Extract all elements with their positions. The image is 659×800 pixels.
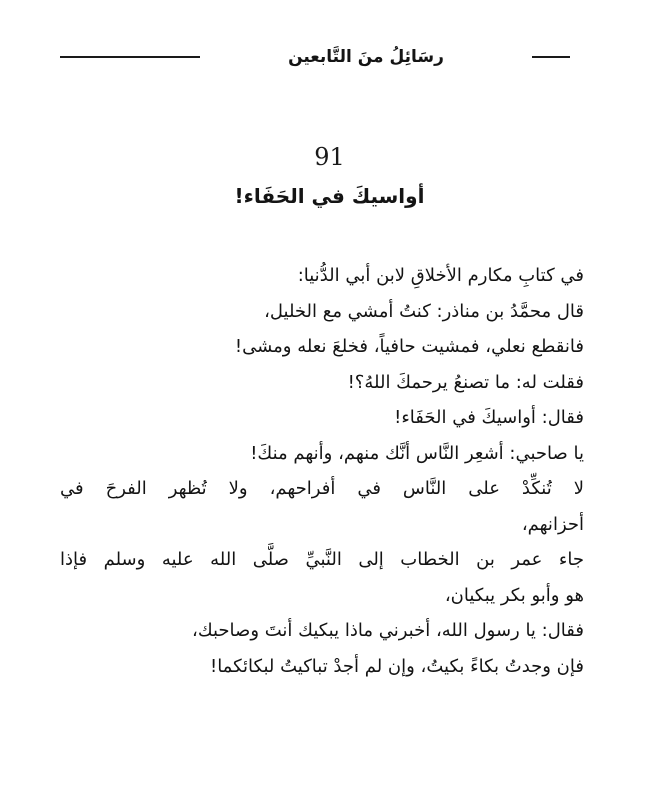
section-heading: أواسيكَ في الحَفَاء! [234, 184, 425, 208]
body-line: يا صاحبي: أشعِر النَّاس أنَّك منهم، وأنهم منكَ! [250, 442, 584, 464]
body-line: أحزانهم، [521, 513, 584, 535]
body-line: في كتابِ مكارم الأخلاقِ لابن أبي الدُّنيا: [297, 265, 584, 286]
body-line: لا تُنكِّدْ على النَّاس في أفراحهم، ولا تُظهر الفرحَ في [60, 478, 584, 499]
running-header-title: رسَائِلُ منَ التَّابعين [288, 47, 444, 67]
body-line: فقال: أواسيكَ في الحَفَاء! [394, 407, 584, 428]
body-text [60, 258, 584, 684]
body-line: فانقطع نعلي، فمشيت حافياً، فخلعَ نعله ومشى! [234, 336, 584, 357]
body-line: فقال: يا رسول الله، أخبرني ماذا يبكيك أنتَ وصاحبك، [192, 620, 584, 641]
header-rule-right [532, 56, 570, 58]
body-line: فإن وجدتُ بكاءً بكيتُ، وإن لم أجدْ تباكيتُ لبكائكما! [209, 655, 584, 677]
body-line: فقلت له: ما تصنعُ يرحمكَ اللهُ؟! [347, 371, 584, 393]
running-header [60, 44, 570, 70]
body-line: جاء عمر بن الخطاب إلى النَّبيِّ صلَّى الله عليه وسلم فإذا [60, 549, 584, 570]
body-line: قال محمَّدُ بن مناذر: كنتُ أمشي مع الخليل، [264, 300, 584, 322]
page-number: 91 [314, 143, 345, 171]
body-line: هو وأبو بكر يبكيان، [444, 584, 584, 606]
header-rule-left [60, 56, 200, 58]
